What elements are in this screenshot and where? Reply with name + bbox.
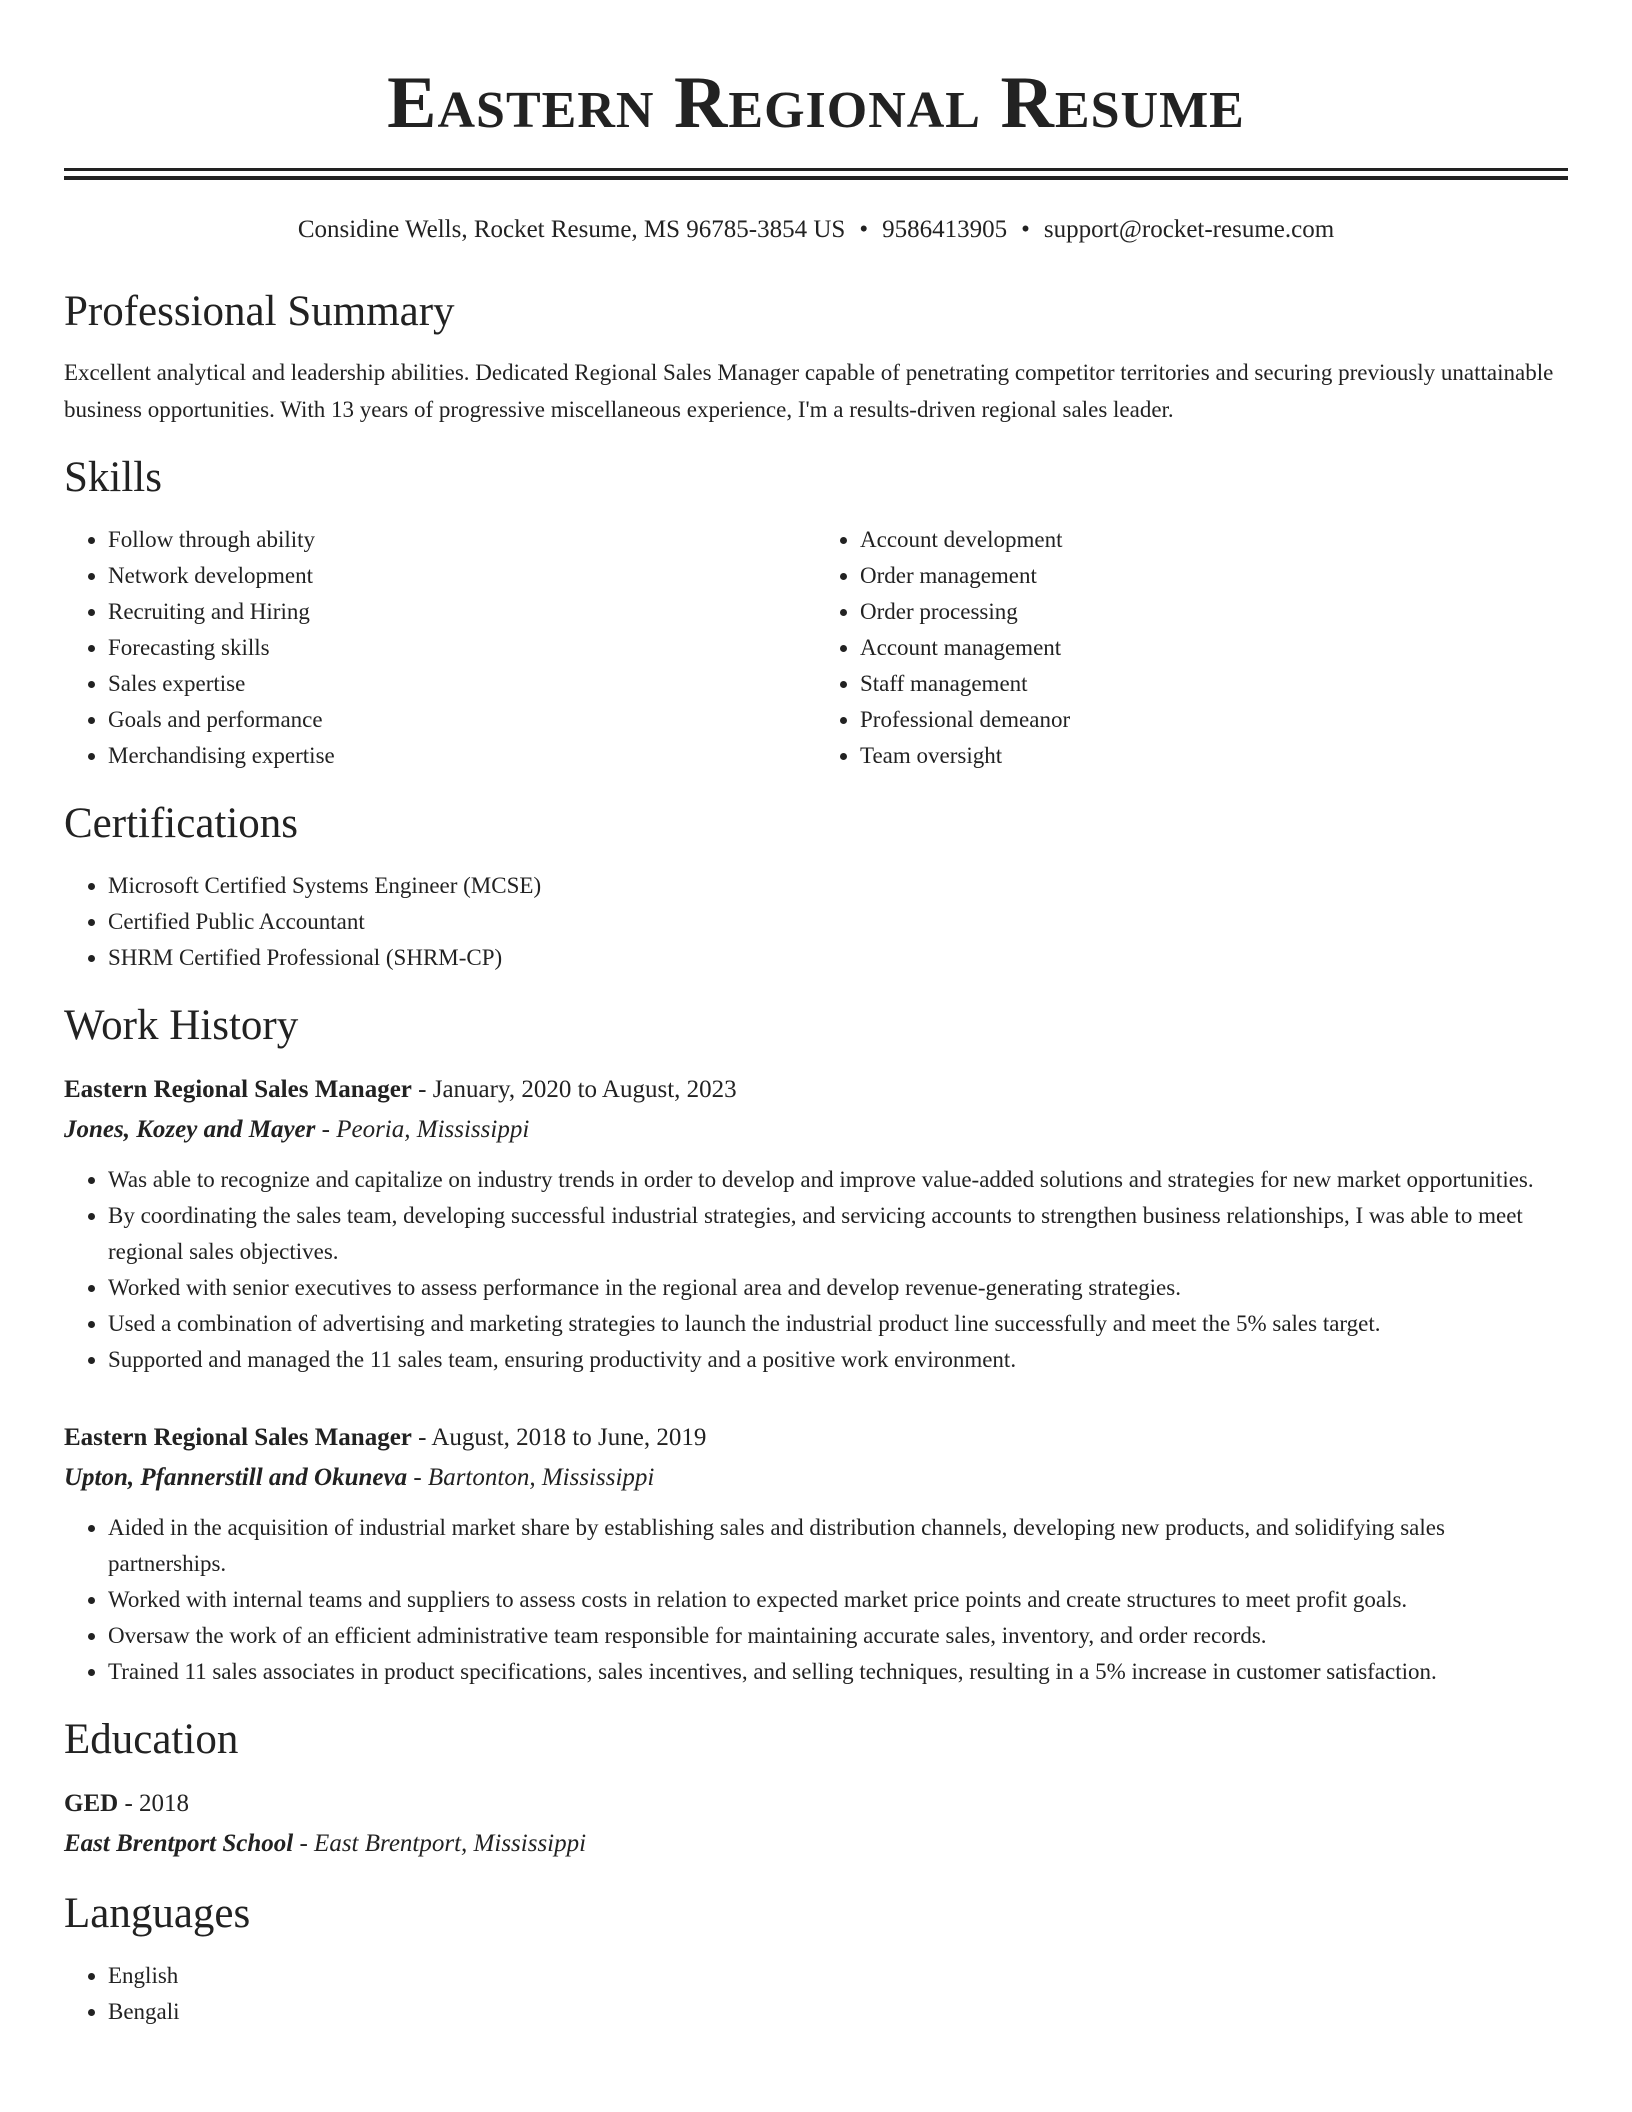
title-divider bbox=[64, 168, 1568, 180]
skills-list-right bbox=[816, 522, 1568, 774]
skill-item: • Team oversight bbox=[860, 738, 1568, 774]
job-role: Eastern Regional Sales Manager bbox=[64, 1076, 412, 1103]
skill-item: • Recruiting and Hiring bbox=[108, 594, 816, 630]
job-entry bbox=[64, 1418, 1568, 1690]
job-bullet: • Worked with senior executives to assess performance in the regional area and develop revenue-generating strategies. bbox=[108, 1270, 1568, 1306]
job-role: Eastern Regional Sales Manager bbox=[64, 1424, 412, 1451]
language-item: • Bengali bbox=[108, 1994, 1568, 2030]
skill-item: • Order management bbox=[860, 558, 1568, 594]
contact-separator: • bbox=[859, 216, 869, 243]
contact-address: Considine Wells, Rocket Resume, MS 96785-3854 US bbox=[297, 216, 846, 243]
job-title-line bbox=[64, 1418, 1568, 1458]
certification-item: • SHRM Certified Professional (SHRM-CP) bbox=[108, 940, 1568, 976]
skill-item: • Account management bbox=[860, 630, 1568, 666]
skill-item: • Professional demeanor bbox=[860, 702, 1568, 738]
contact-separator: • bbox=[1021, 216, 1030, 243]
contact-email: support@rocket-resume.com bbox=[1043, 216, 1335, 243]
certification-item: • Microsoft Certified Systems Engineer (MCSE) bbox=[108, 868, 1568, 904]
languages-heading: Languages bbox=[64, 1890, 251, 1937]
job-bullet: • By coordinating the sales team, developing successful industrial strategies, and servicing accounts to strengthen business relationships, I was able to meet regional sales objectives. bbox=[108, 1198, 1568, 1270]
job-bullet: • Was able to recognize and capitalize on industry trends in order to develop and improve value-added solutions and strategies for new market opportunities. bbox=[108, 1162, 1568, 1198]
education-entry bbox=[64, 1784, 1568, 1864]
education-heading: Education bbox=[64, 1716, 239, 1763]
job-bullet: • Worked with internal teams and suppliers to assess costs in relation to expected market price points and create structures to meet profit goals. bbox=[108, 1582, 1568, 1618]
job-dates: - August, 2018 to June, 2019 bbox=[411, 1424, 707, 1451]
job-bullet: • Trained 11 sales associates in product specifications, sales incentives, and selling techniques, resulting in a 5% increase in customer satisfaction. bbox=[108, 1654, 1568, 1690]
job-bullets bbox=[64, 1510, 1568, 1690]
skills-columns bbox=[64, 522, 1568, 774]
job-bullet: • Used a combination of advertising and marketing strategies to launch the industrial product line successfully and meet the 5% sales target. bbox=[108, 1306, 1568, 1342]
resume-title: Eastern Regional Resume bbox=[387, 62, 1245, 144]
job-company: Upton, Pfannerstill and Okuneva bbox=[64, 1464, 408, 1491]
skill-item: • Sales expertise bbox=[108, 666, 816, 702]
work-history-heading: Work History bbox=[64, 1002, 299, 1049]
education-location: - East Brentport, Mississippi bbox=[293, 1830, 587, 1857]
skills-list-left bbox=[64, 522, 816, 774]
job-entry bbox=[64, 1070, 1568, 1378]
skill-item: • Order processing bbox=[860, 594, 1568, 630]
job-location: - Peoria, Mississippi bbox=[315, 1116, 530, 1143]
job-company-line bbox=[64, 1458, 1568, 1498]
contact-line bbox=[64, 214, 1568, 246]
certifications-heading: Certifications bbox=[64, 800, 299, 847]
education-year: - 2018 bbox=[118, 1790, 190, 1817]
skills-heading: Skills bbox=[64, 454, 162, 501]
job-bullet: • Aided in the acquisition of industrial market share by establishing sales and distribution channels, developing new products, and solidifying sales partnerships. bbox=[108, 1510, 1568, 1582]
summary-text: Excellent analytical and leadership abilities. Dedicated Regional Sales Manager capable of penetrating competitor territories and securing previously unattainable business opportunities. With 13 years of progressive miscellaneous experience, I'm a results-driven regional sales leader. bbox=[64, 360, 1554, 422]
certification-item: • Certified Public Accountant bbox=[108, 904, 1568, 940]
skill-item: • Forecasting skills bbox=[108, 630, 816, 666]
language-item: • English bbox=[108, 1958, 1568, 1994]
skill-item: • Staff management bbox=[860, 666, 1568, 702]
job-company-line bbox=[64, 1110, 1568, 1150]
languages-list bbox=[64, 1958, 1568, 2030]
job-dates: - January, 2020 to August, 2023 bbox=[411, 1076, 737, 1103]
job-bullets bbox=[64, 1162, 1568, 1378]
job-title-line bbox=[64, 1070, 1568, 1110]
skill-item: • Follow through ability bbox=[108, 522, 816, 558]
skill-item: • Merchandising expertise bbox=[108, 738, 816, 774]
skill-item: • Account development bbox=[860, 522, 1568, 558]
job-location: - Bartonton, Mississippi bbox=[407, 1464, 655, 1491]
job-company: Jones, Kozey and Mayer bbox=[64, 1116, 316, 1143]
education-school-line bbox=[64, 1824, 1568, 1864]
education-degree-line bbox=[64, 1784, 1568, 1824]
job-bullet: • Supported and managed the 11 sales team, ensuring productivity and a positive work environment. bbox=[108, 1342, 1568, 1378]
contact-phone: 9586413905 bbox=[882, 216, 1008, 243]
skill-item: • Goals and performance bbox=[108, 702, 816, 738]
job-bullet: • Oversaw the work of an efficient administrative team responsible for maintaining accurate sales, inventory, and order records. bbox=[108, 1618, 1568, 1654]
summary-heading: Professional Summary bbox=[64, 288, 455, 335]
education-school: East Brentport School bbox=[64, 1830, 294, 1857]
skill-item: • Network development bbox=[108, 558, 816, 594]
education-degree: GED bbox=[64, 1790, 119, 1817]
certifications-list bbox=[64, 868, 1568, 976]
